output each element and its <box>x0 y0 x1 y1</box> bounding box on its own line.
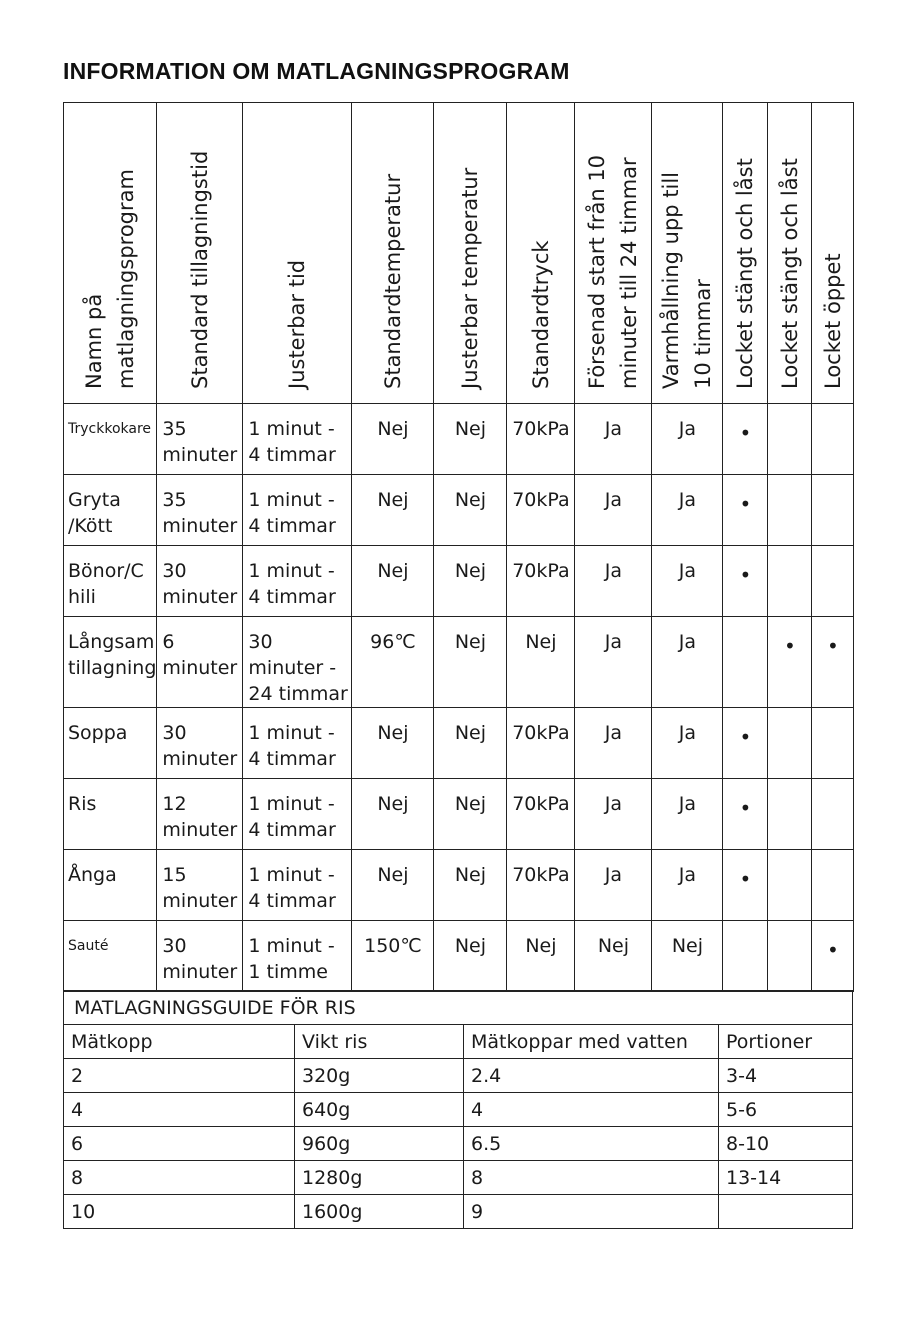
header-label: Justerbar tid <box>285 259 310 389</box>
rice-portions-cell: 8-10 <box>719 1127 853 1161</box>
standard-time-cell: 35 minuter <box>157 404 243 475</box>
rice-weight-cell: 960g <box>295 1127 464 1161</box>
rice-row <box>64 1127 853 1161</box>
rice-header-cell: Mätkoppar med vatten <box>464 1025 719 1059</box>
header-program-name <box>64 103 157 404</box>
standard-temp-cell: Nej <box>352 546 434 617</box>
header-row <box>64 103 854 404</box>
delayed-start-cell: Nej <box>575 921 652 992</box>
keep-warm-cell: Ja <box>652 708 723 779</box>
header-label: Standardtryck <box>528 240 553 389</box>
program-row <box>64 708 854 779</box>
rice-portions-cell: 3-4 <box>719 1059 853 1093</box>
lid-open-cell: • <box>812 921 854 992</box>
adjustable-temp-cell: Nej <box>434 850 507 921</box>
standard-time-cell: 30 minuter <box>157 708 243 779</box>
lid-open-cell <box>812 546 854 617</box>
delayed-start-cell: Ja <box>575 404 652 475</box>
rice-cups-cell: 10 <box>64 1195 295 1229</box>
lid-locked-cell: • <box>723 708 768 779</box>
rice-guide-table <box>63 990 853 1229</box>
standard-time-cell: 15 minuter <box>157 850 243 921</box>
lid-locked-cell <box>768 779 812 850</box>
rice-row <box>64 1195 853 1229</box>
keep-warm-cell: Ja <box>652 779 723 850</box>
delayed-start-cell: Ja <box>575 779 652 850</box>
keep-warm-cell: Ja <box>652 850 723 921</box>
lid-open-cell <box>812 404 854 475</box>
rice-header-cell: Portioner <box>719 1025 853 1059</box>
rice-guide-caption: MATLAGNINGSGUIDE FÖR RIS <box>64 991 853 1025</box>
pressure-cell: 70kPa <box>507 779 575 850</box>
rice-row <box>64 1093 853 1127</box>
pressure-cell: 70kPa <box>507 475 575 546</box>
program-name-cell: Långsam tillagning <box>64 617 157 708</box>
pressure-cell: 70kPa <box>507 404 575 475</box>
program-row <box>64 404 854 475</box>
rice-header-cell: Vikt ris <box>295 1025 464 1059</box>
lid-locked-cell <box>768 475 812 546</box>
standard-temp-cell: Nej <box>352 404 434 475</box>
keep-warm-cell: Ja <box>652 475 723 546</box>
rice-weight-cell: 640g <box>295 1093 464 1127</box>
rice-header-cell: Mätkopp <box>64 1025 295 1059</box>
rice-weight-cell: 1600g <box>295 1195 464 1229</box>
adjustable-time-cell: 1 minut - 4 timmar <box>243 779 352 850</box>
lid-locked-cell <box>768 921 812 992</box>
adjustable-temp-cell: Nej <box>434 708 507 779</box>
header-delayed-start <box>575 103 652 404</box>
lid-open-cell <box>812 779 854 850</box>
header-label: Locket stängt och låst <box>733 158 758 389</box>
standard-temp-cell: Nej <box>352 779 434 850</box>
rice-weight-cell: 320g <box>295 1059 464 1093</box>
lid-open-cell: • <box>812 617 854 708</box>
delayed-start-cell: Ja <box>575 850 652 921</box>
header-lid-closed-locked-2 <box>768 103 812 404</box>
header-label: Varmhållning upp till 10 timmar <box>659 171 716 389</box>
lid-locked-cell: • <box>723 475 768 546</box>
lid-locked-cell: • <box>768 617 812 708</box>
rice-portions-cell <box>719 1195 853 1229</box>
pressure-cell: 70kPa <box>507 546 575 617</box>
adjustable-temp-cell: Nej <box>434 779 507 850</box>
program-name-cell: Gryta /Kött <box>64 475 157 546</box>
program-name-cell: Bönor/C hili <box>64 546 157 617</box>
pressure-cell: 70kPa <box>507 708 575 779</box>
header-label: Standardtemperatur <box>380 173 405 389</box>
lid-locked-cell <box>768 404 812 475</box>
program-name-cell: Sauté <box>64 921 157 992</box>
lid-locked-cell <box>768 850 812 921</box>
header-label: Locket stängt och låst <box>777 158 802 389</box>
header-standard-pressure <box>507 103 575 404</box>
header-label: Locket öppet <box>820 253 845 389</box>
rice-cups-cell: 6 <box>64 1127 295 1161</box>
header-standard-time <box>157 103 243 404</box>
adjustable-time-cell: 1 minut - 4 timmar <box>243 404 352 475</box>
rice-row <box>64 1161 853 1195</box>
delayed-start-cell: Ja <box>575 617 652 708</box>
program-name-cell: Soppa <box>64 708 157 779</box>
standard-temp-cell: 96℃ <box>352 617 434 708</box>
delayed-start-cell: Ja <box>575 475 652 546</box>
program-row <box>64 617 854 708</box>
adjustable-time-cell: 1 minut - 4 timmar <box>243 708 352 779</box>
standard-temp-cell: 150℃ <box>352 921 434 992</box>
header-adjustable-temperature <box>434 103 507 404</box>
adjustable-time-cell: 30 minuter - 24 timmar <box>243 617 352 708</box>
header-label: Försenad start från 10 minuter till 24 timmar <box>585 154 642 389</box>
lid-locked-cell <box>723 617 768 708</box>
lid-locked-cell: • <box>723 779 768 850</box>
program-name-cell: Ris <box>64 779 157 850</box>
keep-warm-cell: Nej <box>652 921 723 992</box>
rice-water-cell: 4 <box>464 1093 719 1127</box>
adjustable-time-cell: 1 minut - 4 timmar <box>243 546 352 617</box>
lid-open-cell <box>812 850 854 921</box>
header-keep-warm <box>652 103 723 404</box>
rice-row <box>64 1059 853 1093</box>
rice-caption-row <box>64 991 853 1025</box>
keep-warm-cell: Ja <box>652 617 723 708</box>
rice-water-cell: 2.4 <box>464 1059 719 1093</box>
keep-warm-cell: Ja <box>652 404 723 475</box>
cooking-program-table <box>63 102 854 992</box>
delayed-start-cell: Ja <box>575 546 652 617</box>
standard-time-cell: 12 minuter <box>157 779 243 850</box>
rice-header-row <box>64 1025 853 1059</box>
delayed-start-cell: Ja <box>575 708 652 779</box>
page-title: INFORMATION OM MATLAGNINGSPROGRAM <box>63 58 570 84</box>
header-label: Standard tillagningstid <box>187 150 212 389</box>
rice-portions-cell: 13-14 <box>719 1161 853 1195</box>
standard-time-cell: 35 minuter <box>157 475 243 546</box>
pressure-cell: Nej <box>507 921 575 992</box>
rice-weight-cell: 1280g <box>295 1161 464 1195</box>
lid-locked-cell: • <box>723 850 768 921</box>
lid-open-cell <box>812 708 854 779</box>
program-row <box>64 921 854 992</box>
rice-cups-cell: 2 <box>64 1059 295 1093</box>
standard-temp-cell: Nej <box>352 475 434 546</box>
header-lid-closed-locked-1 <box>723 103 768 404</box>
standard-temp-cell: Nej <box>352 850 434 921</box>
standard-time-cell: 6 minuter <box>157 617 243 708</box>
lid-locked-cell: • <box>723 404 768 475</box>
header-label: Namn på matlagningsprogram <box>82 169 139 389</box>
standard-temp-cell: Nej <box>352 708 434 779</box>
header-standard-temperature <box>352 103 434 404</box>
keep-warm-cell: Ja <box>652 546 723 617</box>
program-row <box>64 475 854 546</box>
pressure-cell: 70kPa <box>507 850 575 921</box>
rice-cups-cell: 4 <box>64 1093 295 1127</box>
header-label: Justerbar temperatur <box>458 167 483 389</box>
adjustable-temp-cell: Nej <box>434 921 507 992</box>
program-name-cell: Ånga <box>64 850 157 921</box>
adjustable-time-cell: 1 minut - 4 timmar <box>243 850 352 921</box>
header-lid-open <box>812 103 854 404</box>
program-row <box>64 779 854 850</box>
standard-time-cell: 30 minuter <box>157 921 243 992</box>
lid-locked-cell <box>768 546 812 617</box>
pressure-cell: Nej <box>507 617 575 708</box>
adjustable-temp-cell: Nej <box>434 404 507 475</box>
lid-locked-cell <box>723 921 768 992</box>
program-row <box>64 850 854 921</box>
adjustable-temp-cell: Nej <box>434 546 507 617</box>
rice-water-cell: 8 <box>464 1161 719 1195</box>
adjustable-temp-cell: Nej <box>434 475 507 546</box>
header-adjustable-time <box>243 103 352 404</box>
rice-water-cell: 9 <box>464 1195 719 1229</box>
lid-open-cell <box>812 475 854 546</box>
program-row <box>64 546 854 617</box>
lid-locked-cell <box>768 708 812 779</box>
rice-cups-cell: 8 <box>64 1161 295 1195</box>
program-name-cell: Tryckkokare <box>64 404 157 475</box>
standard-time-cell: 30 minuter <box>157 546 243 617</box>
adjustable-temp-cell: Nej <box>434 617 507 708</box>
lid-locked-cell: • <box>723 546 768 617</box>
adjustable-time-cell: 1 minut - 1 timme <box>243 921 352 992</box>
rice-water-cell: 6.5 <box>464 1127 719 1161</box>
adjustable-time-cell: 1 minut - 4 timmar <box>243 475 352 546</box>
rice-portions-cell: 5-6 <box>719 1093 853 1127</box>
